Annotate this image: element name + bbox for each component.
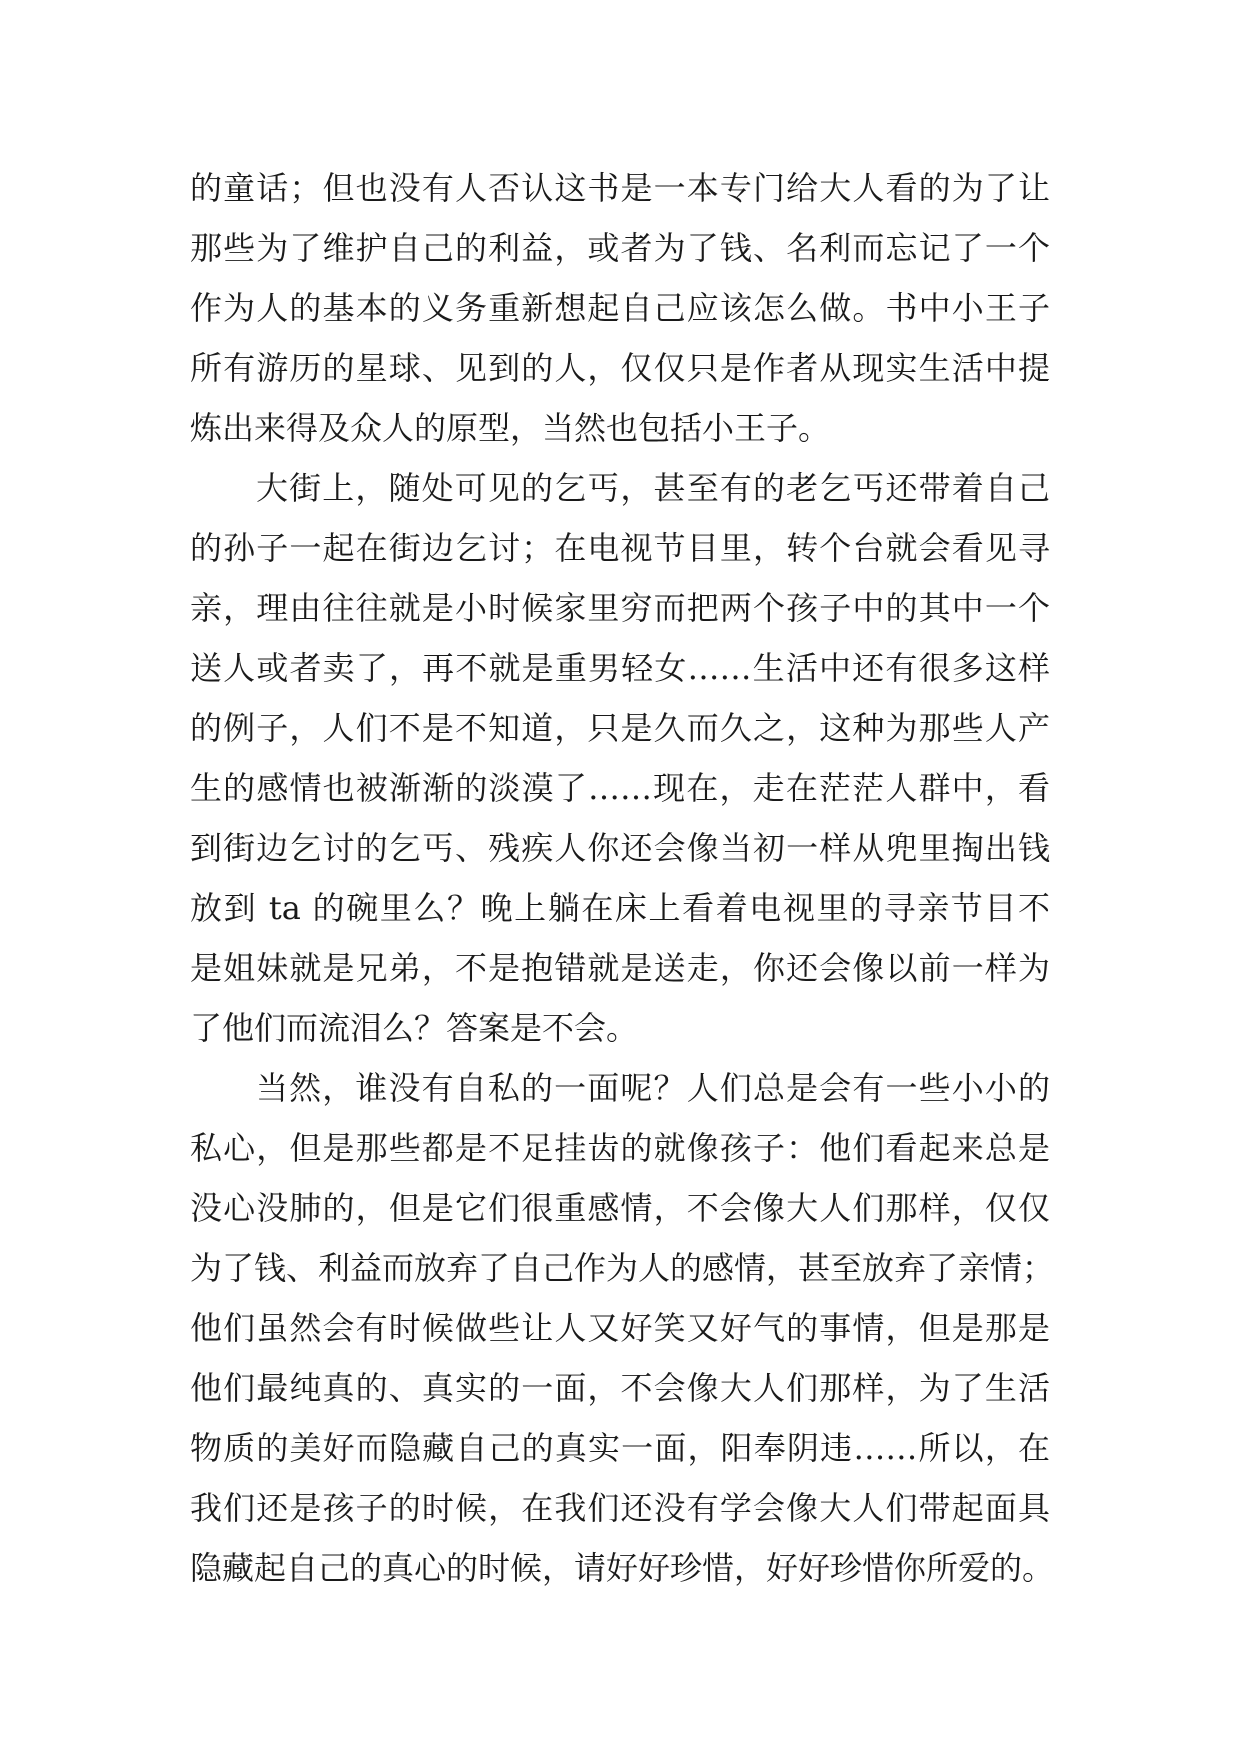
text-line: 私心，但是那些都是不足挂齿的就像孩子：他们看起来总是: [190, 1129, 1050, 1167]
text-line: 作为人的基本的义务重新想起自己应该怎么做。书中小王子: [190, 289, 1050, 327]
text-line: 的例子，人们不是不知道，只是久而久之，这种为那些人产: [190, 709, 1050, 747]
text-line: 他们虽然会有时候做些让人又好笑又好气的事情，但是那是: [190, 1309, 1050, 1347]
text-line: 物质的美好而隐藏自己的真实一面，阳奉阴违……所以，在: [190, 1429, 1050, 1467]
text-line: 炼出来得及众人的原型，当然也包括小王子。: [190, 409, 831, 447]
text-line: 没心没肺的，但是它们很重感情，不会像大人们那样，仅仅: [190, 1189, 1050, 1227]
text-line: 送人或者卖了，再不就是重男轻女……生活中还有很多这样: [190, 649, 1050, 687]
text-line: 我们还是孩子的时候，在我们还没有学会像大人们带起面具: [190, 1489, 1050, 1527]
text-line: 他们最纯真的、真实的一面，不会像大人们那样，为了生活: [190, 1369, 1050, 1407]
paragraph-start-line: 当然，谁没有自私的一面呢？人们总是会有一些小小的: [256, 1069, 1050, 1107]
text-line: 生的感情也被渐渐的淡漠了……现在，走在茫茫人群中，看: [190, 769, 1050, 807]
text-line: 了他们而流泪么？答案是不会。: [190, 1009, 639, 1047]
text-line: 那些为了维护自己的利益，或者为了钱、名利而忘记了一个: [190, 229, 1050, 267]
body-text: [190, 158, 1055, 1598]
text-line: 的孙子一起在街边乞讨；在电视节目里，转个台就会看见寻: [190, 529, 1050, 567]
paragraph-start-line: 大街上，随处可见的乞丐，甚至有的老乞丐还带着自己: [256, 469, 1050, 507]
text-line: 放到 ta 的碗里么？晚上躺在床上看着电视里的寻亲节目不: [190, 889, 1050, 927]
text-line: 到街边乞讨的乞丐、残疾人你还会像当初一样从兜里掏出钱: [190, 829, 1050, 867]
text-line: 亲，理由往往就是小时候家里穷而把两个孩子中的其中一个: [190, 589, 1050, 627]
text-line: 的童话；但也没有人否认这书是一本专门给大人看的为了让: [190, 169, 1050, 207]
text-line: 隐藏起自己的真心的时候，请好好珍惜，好好珍惜你所爱的。: [190, 1549, 1055, 1587]
text-line: 是姐妹就是兄弟，不是抱错就是送走，你还会像以前一样为: [190, 949, 1050, 987]
text-line: 所有游历的星球、见到的人，仅仅只是作者从现实生活中提: [190, 349, 1050, 387]
text-line: 为了钱、利益而放弃了自己作为人的感情，甚至放弃了亲情；: [190, 1249, 1055, 1287]
